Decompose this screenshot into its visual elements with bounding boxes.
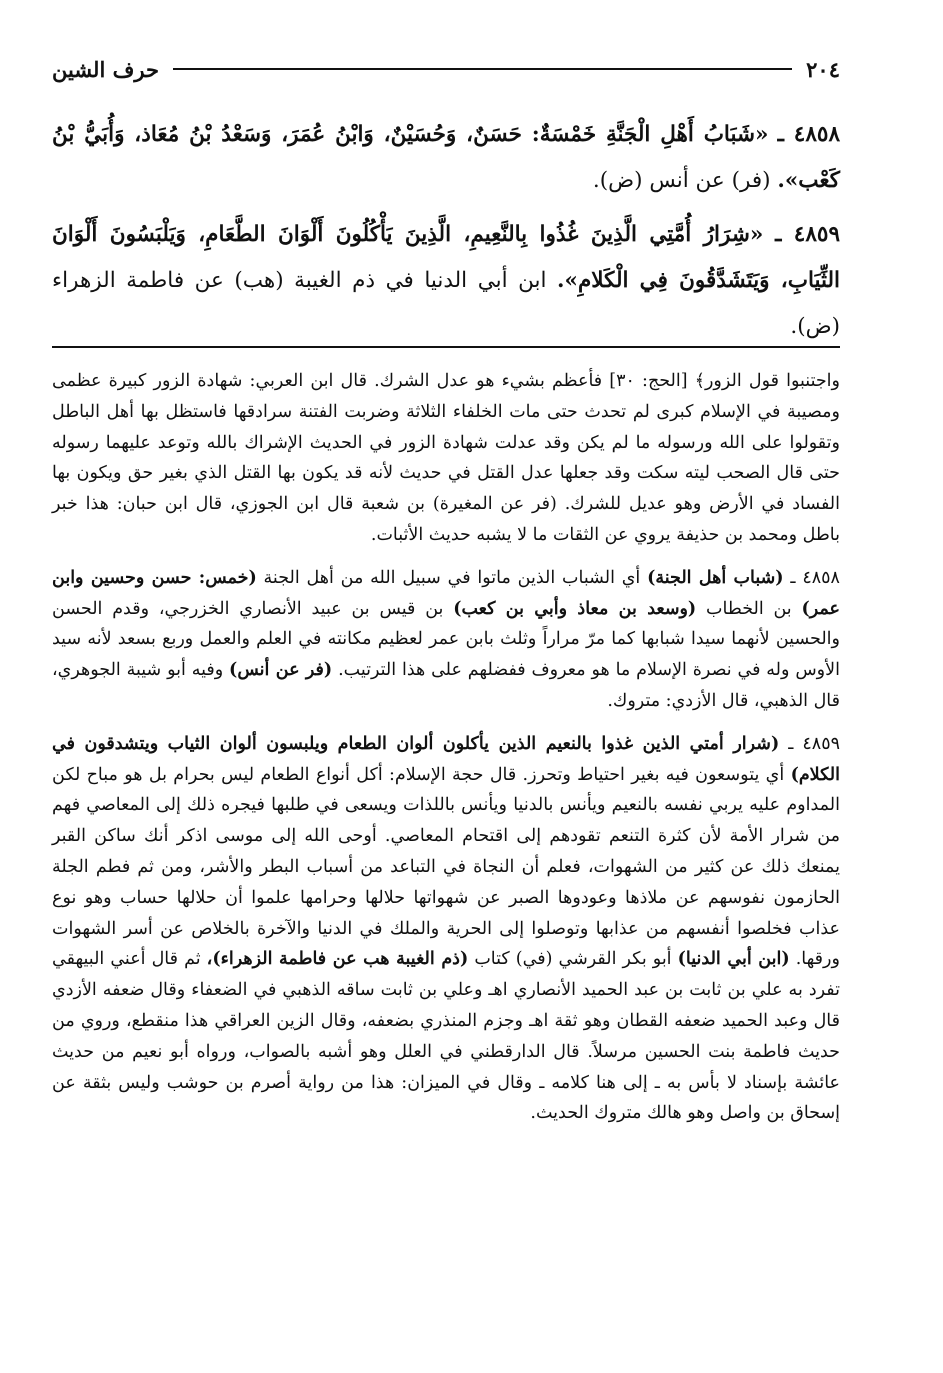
commentary-text: بن قيس بن عبيد الأنصاري الخزرجي، وقدم الحسن والحسين لأنهما سيدا شبابها كما مرّ مراراً وثلث بابن عمر لعظيم مكانته في العلم والعمل وربع بسعد لأنه سيد الأوس وله في نصرة الإسلام ما هو معروف ففضلهم على هذا الترتيب. [52,598,840,681]
hadith-source: ابن أبي الدنيا في ذم الغيبة (هب) عن فاطمة الزهراء (ض). [52,268,840,339]
commentary-section [52,366,840,1141]
hadith-4859 [52,212,840,350]
commentary-source: (فر عن أنس) [229,660,333,681]
hadith-number: ٤٨٥٩ ـ [775,222,840,247]
commentary-text: أبو بكر القرشي (في) كتاب [474,949,672,970]
commentary-number: ٤٨٥٩ ـ [788,733,840,754]
page-header [52,52,840,86]
hadith-text: «شِرَارُ أُمَّتِي الَّذِينَ غُذُوا بِالنَّعِيمِ، الَّذِينَ يَأْكُلُونَ أَلْوَانَ الطَّعَامِ، وَيَلْبَسُونَ أَلْوَانَ الثِّيَابِ، وَيَتَشَدَّقُونَ فِي الْكَلامِ». [52,222,840,293]
commentary-intro: واجتنبوا قول الزور﴾ [الحج: ٣٠] فأعظم بشيء هو عدل الشرك. قال ابن العربي: شهادة الزور كبيرة عظمى ومصيبة في الإسلام كبرى لم تحدث حتى مات الخلفاء الثلاثة وضربت الفتنة سرادقها فاستظل بها أهل الباطل وتقولوا على الله ورسوله ما لم يكن وقد عدلت شهادة الزور في الحديث الإشراك بالله وتوعد عليهما رسوله حتى قال الصحب ليته سكت وقد جعلها عدل القتل في حديث لأنه قد يكون بها القتل الذي بغير حق ويكون بها الفساد في الأرض وهو عديل للشرك. (فر عن المغيرة) بن شعبة قال ابن الجوزي، قال ابن حبان: هذا خبر باطل ومحمد بن حذيفة يروي عن الثقات ما لا يشبه حديث الأثبات. [52,371,840,545]
commentary-4858 [52,563,840,717]
footnote-divider [52,346,840,348]
page-number: ٢٠٤ [806,56,840,82]
commentary-text: بن الخطاب [706,598,792,619]
commentary-text: أي الشباب الذين ماتوا في سبيل الله من أهل الجنة [263,567,641,588]
hadith-4858 [52,112,840,204]
commentary-lead: (شباب أهل الجنة) [647,567,784,588]
chapter-title: حرف الشين [52,56,159,82]
hadith-number: ٤٨٥٨ ـ [777,122,840,147]
hadith-text: «شَبَابُ أَهْلِ الْجَنَّةِ خَمْسَةٌ: حَسَنٌ، وَحُسَيْنٌ، وَابْنُ عُمَرَ، وَسَعْدُ بْنُ مُعَاذ، وَأُبَيُّ بْنُ كَعْب». [52,122,840,193]
commentary-quote: (وسعد بن معاذ وأبي بن كعب) [453,598,697,619]
commentary-text: أي يتوسعون فيه بغير احتياط وتحرز. قال حجة الإسلام: أكل أنواع الطعام ليس بحرام بل هو مباح لكن المداوم عليه يربي نفسه بالنعيم ويأنس بالدنيا ويأنس باللذات ويسعى في طلبها فيجره ذلك إلى المعاصي فهم من شرار الأمة لأن كثرة التنعم تقودهم إلى اقتحام المعاصي. أوحى الله إلى موسى اذكر أنك ساكن القبر يمنعك ذلك عن كثير من الشهوات، فعلم أن النجاة في التباعد من أسباب البطر والأشر، ومن ثم فطم الجلة الحازمون نفوسهم عن ملاذها وعودوها الصبر عن شهواتها حلالها وحرامها علموا أن حلالها حساب وهو نوع عذاب فخلصوا أنفسهم من عذابها وتوصلوا إلى الحرية والملك في الدنيا والآخرة بالخلاص عن أسر الشهوات ورقها. [52,764,840,970]
commentary-source: (ابن أبي الدنيا) [677,949,790,970]
commentary-number: ٤٨٥٨ ـ [790,567,840,588]
commentary-text: ثم قال أعني البيهقي تفرد به علي بن ثابت بن عبد الحميد الأنصاري اهـ وعلي بن ثابت ساقه الذهبي في الضعفاء وقال ضعفه الأزدي قال وعبد الحميد ضعفه القطان وهو ثقة اهـ وجزم المنذري بضعفه، وقال الزين العراقي هذا منقطع، وروي من حديث فاطمة بنت الحسين مرسلاً. قال الدارقطني في العلل وهو أشبه بالصواب، ورواه أبو نعيم من حديث عائشة بإسناد لا بأس به ـ إلى هنا كلامه ـ وقال في الميزان: هذا من رواية أصرم بن حوشب وليس بثقة عن إسحاق بن واصل وهو هالك متروك الحديث. [52,949,840,1124]
commentary-quote: (ذم الغيبة هب عن فاطمة الزهراء)، [206,949,469,970]
commentary-quote: (خمس: حسن وحسين وابن عمر) [52,567,840,619]
header-rule [173,68,792,70]
hadith-source: (فر) عن أنس (ض). [592,168,771,193]
commentary-4859 [52,729,840,1129]
commentary-text: وفيه أبو شيبة الجوهري، قال الذهبي، قال الأزدي: متروك. [52,660,840,711]
commentary-lead: (شرار أمتي الذين غذوا بالنعيم الذين يأكلون ألوان الطعام ويلبسون ألوان الثياب ويتشدقون في الكلام) [52,733,840,785]
hadith-section [52,112,840,358]
